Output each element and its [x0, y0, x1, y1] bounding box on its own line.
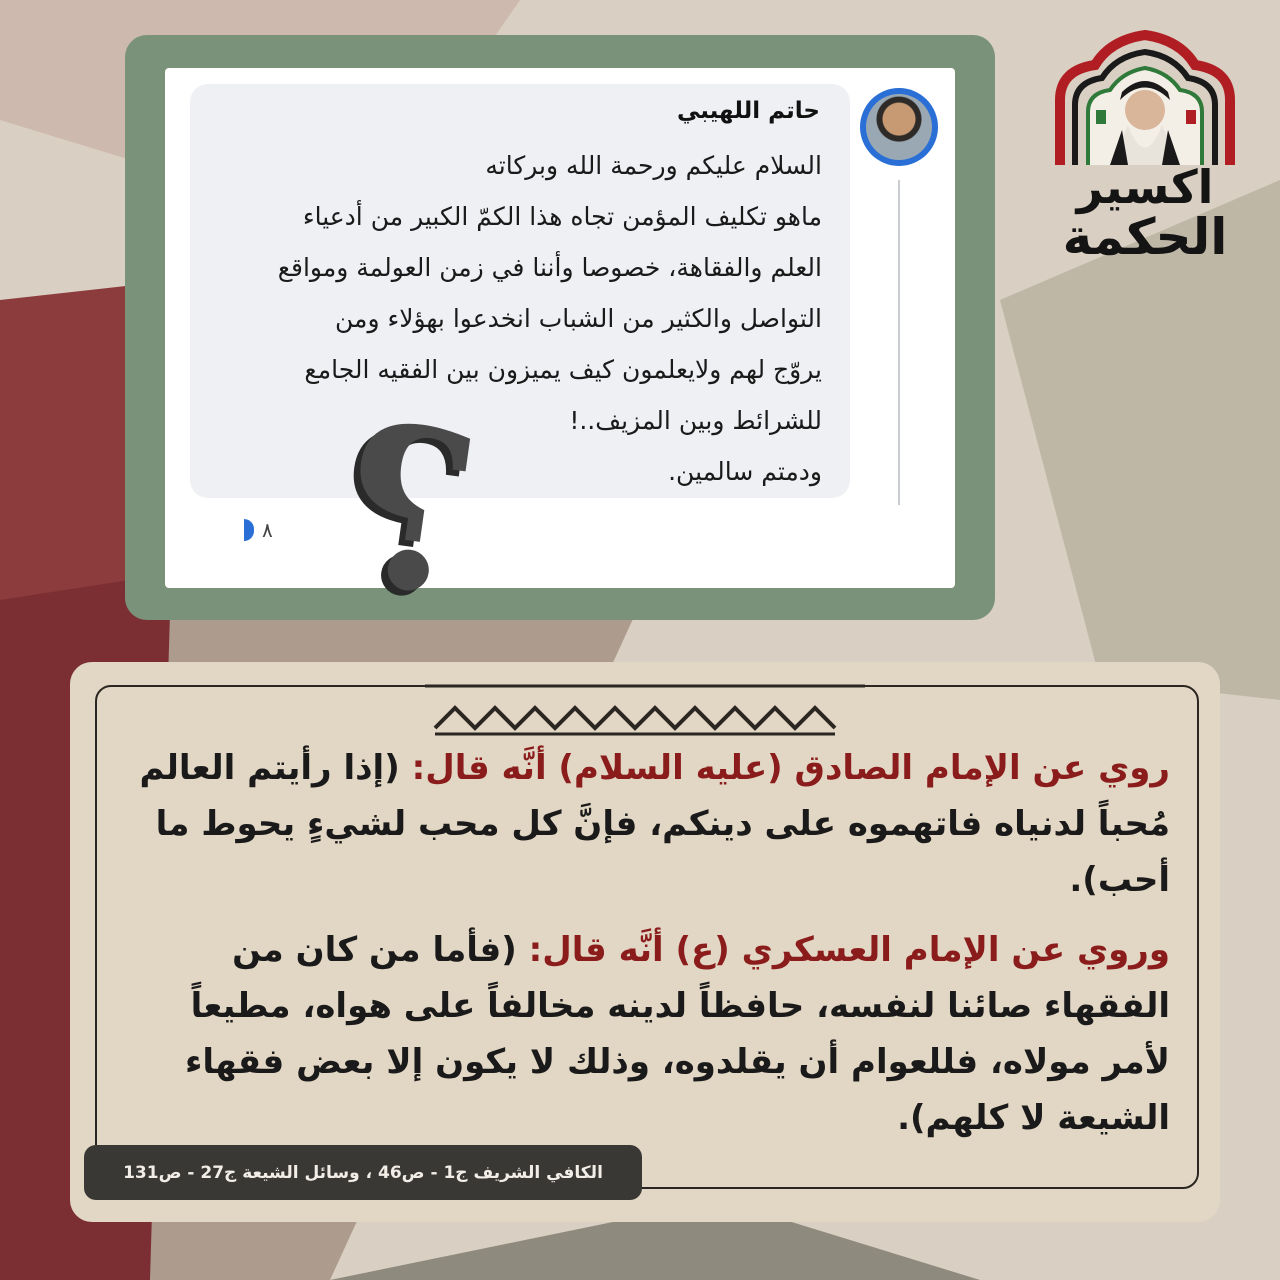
post-line: للشرائط وبين المزيف..! — [569, 406, 822, 435]
thread-line — [898, 180, 900, 505]
quote-text: (فأما من كان من الفقهاء صائنا لنفسه، حافظاً لدينه مخالفاً على هواه، مطيعاً لأمر مولاه، فللعوام أن يقلدوه، وذلك لا يكون إلا بعض فقهاء الشيعة لا كلهم). — [184, 930, 1170, 1138]
quote-text: (إذا رأيتم العالم مُحباً لدنياه فاتهموه على دينكم، فإنَّ كل محب لشيءٍ يحوط ما أحب). — [139, 748, 1170, 900]
post-author[interactable]: حاتم اللهيبي — [676, 98, 820, 124]
post-line: العلم والفقاهة، خصوصا وأننا في زمن العولمة ومواقع — [277, 253, 822, 282]
avatar[interactable] — [860, 88, 938, 166]
quote-attribution: روي عن الإمام الصادق (عليه السلام) أنَّه قال: — [411, 748, 1170, 788]
logo-subtitle: الحكمة — [1062, 208, 1228, 266]
reaction-count: ٨ — [262, 518, 273, 542]
quote-paragraph — [120, 740, 1170, 908]
source-citation: الكافي الشريف ج1 - ص46 ، وسائل الشيعة ج27 - ص131 — [84, 1145, 642, 1200]
avatar-photo — [866, 94, 932, 160]
post-line: ماهو تكليف المؤمن تجاه هذا الكمّ الكبير من أدعياء — [302, 202, 822, 231]
post-body — [230, 140, 822, 497]
like-icon — [244, 519, 254, 541]
question-mark-icon: ? — [327, 372, 492, 647]
reaction-summary[interactable] — [244, 518, 273, 542]
quote-attribution: وروي عن الإمام العسكري (ع) أنَّه قال: — [528, 930, 1170, 970]
logo — [1040, 30, 1250, 266]
logo-arch-icon — [1040, 30, 1250, 170]
post-line: السلام عليكم ورحمة الله وبركاته — [485, 151, 822, 180]
post-line: التواصل والكثير من الشباب انخدعوا بهؤلاء ومن — [335, 304, 822, 333]
portrait-face — [1125, 90, 1165, 130]
quote-paragraph — [120, 922, 1170, 1146]
logo-title: اكسير — [1076, 160, 1214, 214]
ornament-divider — [425, 680, 865, 740]
post-line: ودمتم سالمين. — [668, 457, 822, 486]
post-line: يروّج لهم ولايعلمون كيف يميزون بين الفقيه الجامع — [304, 355, 822, 384]
